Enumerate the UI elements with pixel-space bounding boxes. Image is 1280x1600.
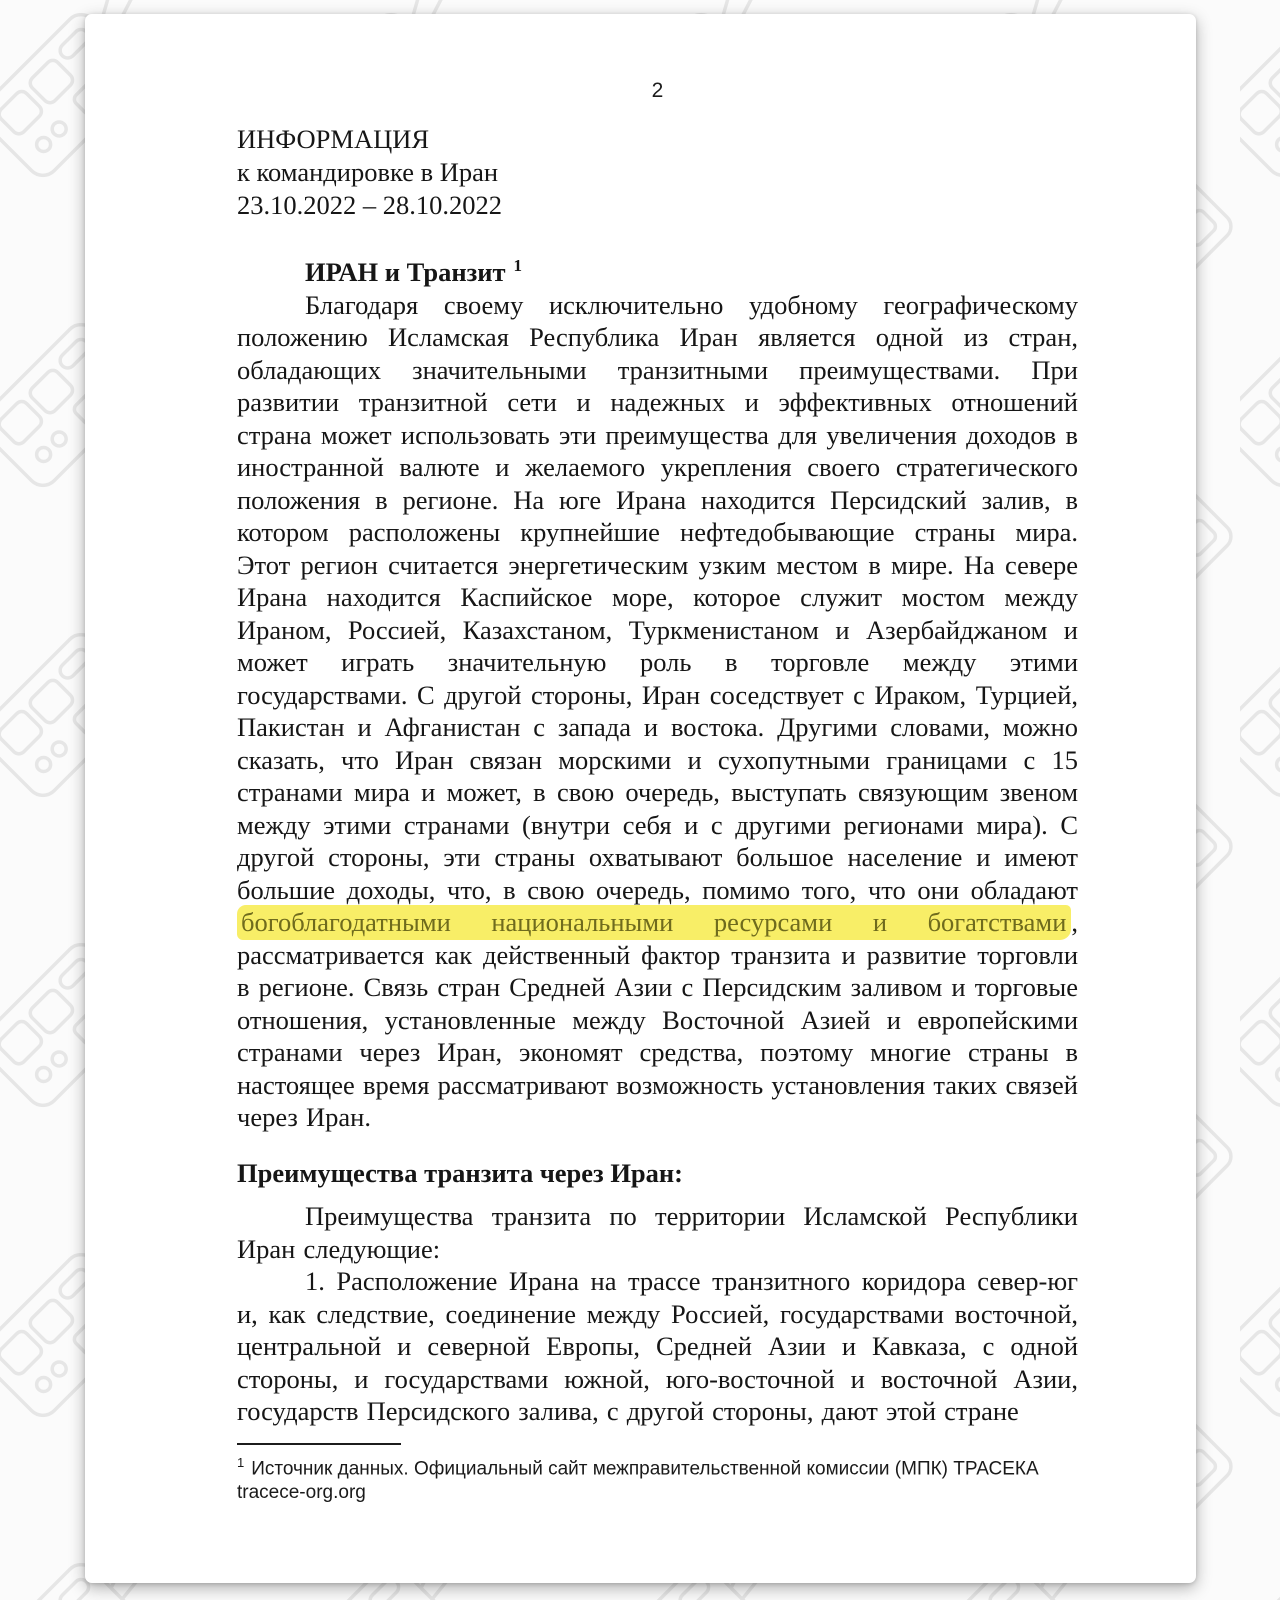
footnote-ref-marker: 1 [513,256,523,275]
footnote [237,1451,1078,1505]
transit-paragraph [237,289,1078,1134]
section-heading-transit [237,249,1078,289]
page-number: 2 [651,79,664,102]
doc-dates: 23.10.2022 – 28.10.2022 [237,190,502,220]
footnote-text: Источник данных. Официальный сайт межправительственной комиссии (МПК) ТРАСЕКА tracece-org.org [237,1458,1039,1504]
footnote-separator [237,1443,401,1445]
transit-paragraph-text-before: Благодаря своему исключительно удобному географическому положению Исламская Республика Иран является одной из стран, обладающих значительными транзитными преимуществами. При развитии транзитной сети и надежных и эффективных отношений страна может использовать эти преимущества для увеличения доходов в иностранной валюте и желаемого укрепления своего стратегического положения в регионе. На юге Ирана находится Персидский залив, в котором расположены крупнейшие нефтедобывающие страны мира. Этот регион считается энергетическим узким местом в мире. На севере Ирана находится Каспийское море, которое служит мостом между Ираном, Россией, Казахстаном, Туркменистаном и Азербайджаном и может играть значительную роль в торговле между этими государствами. С другой стороны, Иран соседствует с Ираком, Турцией, Пакистан и Афганистан с запада и востока. Другими словами, можно сказать, что Иран связан морскими и сухопутными границами с 15 странами мира и может, в свою очередь, выступать связующим звеном между этими странами (внутри себя и с другими регионами мира). С другой стороны, эти страны охватывают большое население и имеют большие доходы, что, в свою очередь, помимо того, что они обладают [237,289,1078,905]
document-page [85,14,1196,1583]
document-header [237,123,1078,222]
transit-paragraph-text-after: , рассматривается как действенный фактор транзита и развитие торговли в регионе. Связь стран Средней Азии с Персидским заливом и торговые отношения, установленные между Восточной Азией и европейскими странами через Иран, экономят средства, поэтому многие страны в настоящее время рассматривают возможность установления таких связей через Иран. [237,907,1078,1133]
doc-subtitle: к командировке в Иран [237,157,499,187]
page-content [85,14,1196,1583]
section-advantages [237,1157,1078,1428]
doc-title: ИНФОРМАЦИЯ [237,124,430,154]
footnote-block [237,1443,1078,1505]
section-heading-transit-label: ИРАН и Транзит [305,256,506,287]
highlighted-phrase: богоблагодатными национальными ресурсами и богатствами [237,905,1071,940]
advantages-item-1-paragraph: 1. Расположение Ирана на трассе транзитного коридора север-юг и, как следствие, соединение между Россией, государствами восточной, центральной и северной Европы, Средней Азии и Кавказа, с одной стороны, и государствами южной, юго-восточной и восточной Азии, государств Персидского залива, с другой стороны, дают этой стране [237,1266,1078,1426]
advantages-intro-paragraph: Преимущества транзита по территории Исламской Республики Иран следующие: [237,1201,1078,1264]
section-heading-advantages: Преимущества транзита через Иран: [237,1158,684,1188]
footnote-number: 1 [237,1455,245,1470]
